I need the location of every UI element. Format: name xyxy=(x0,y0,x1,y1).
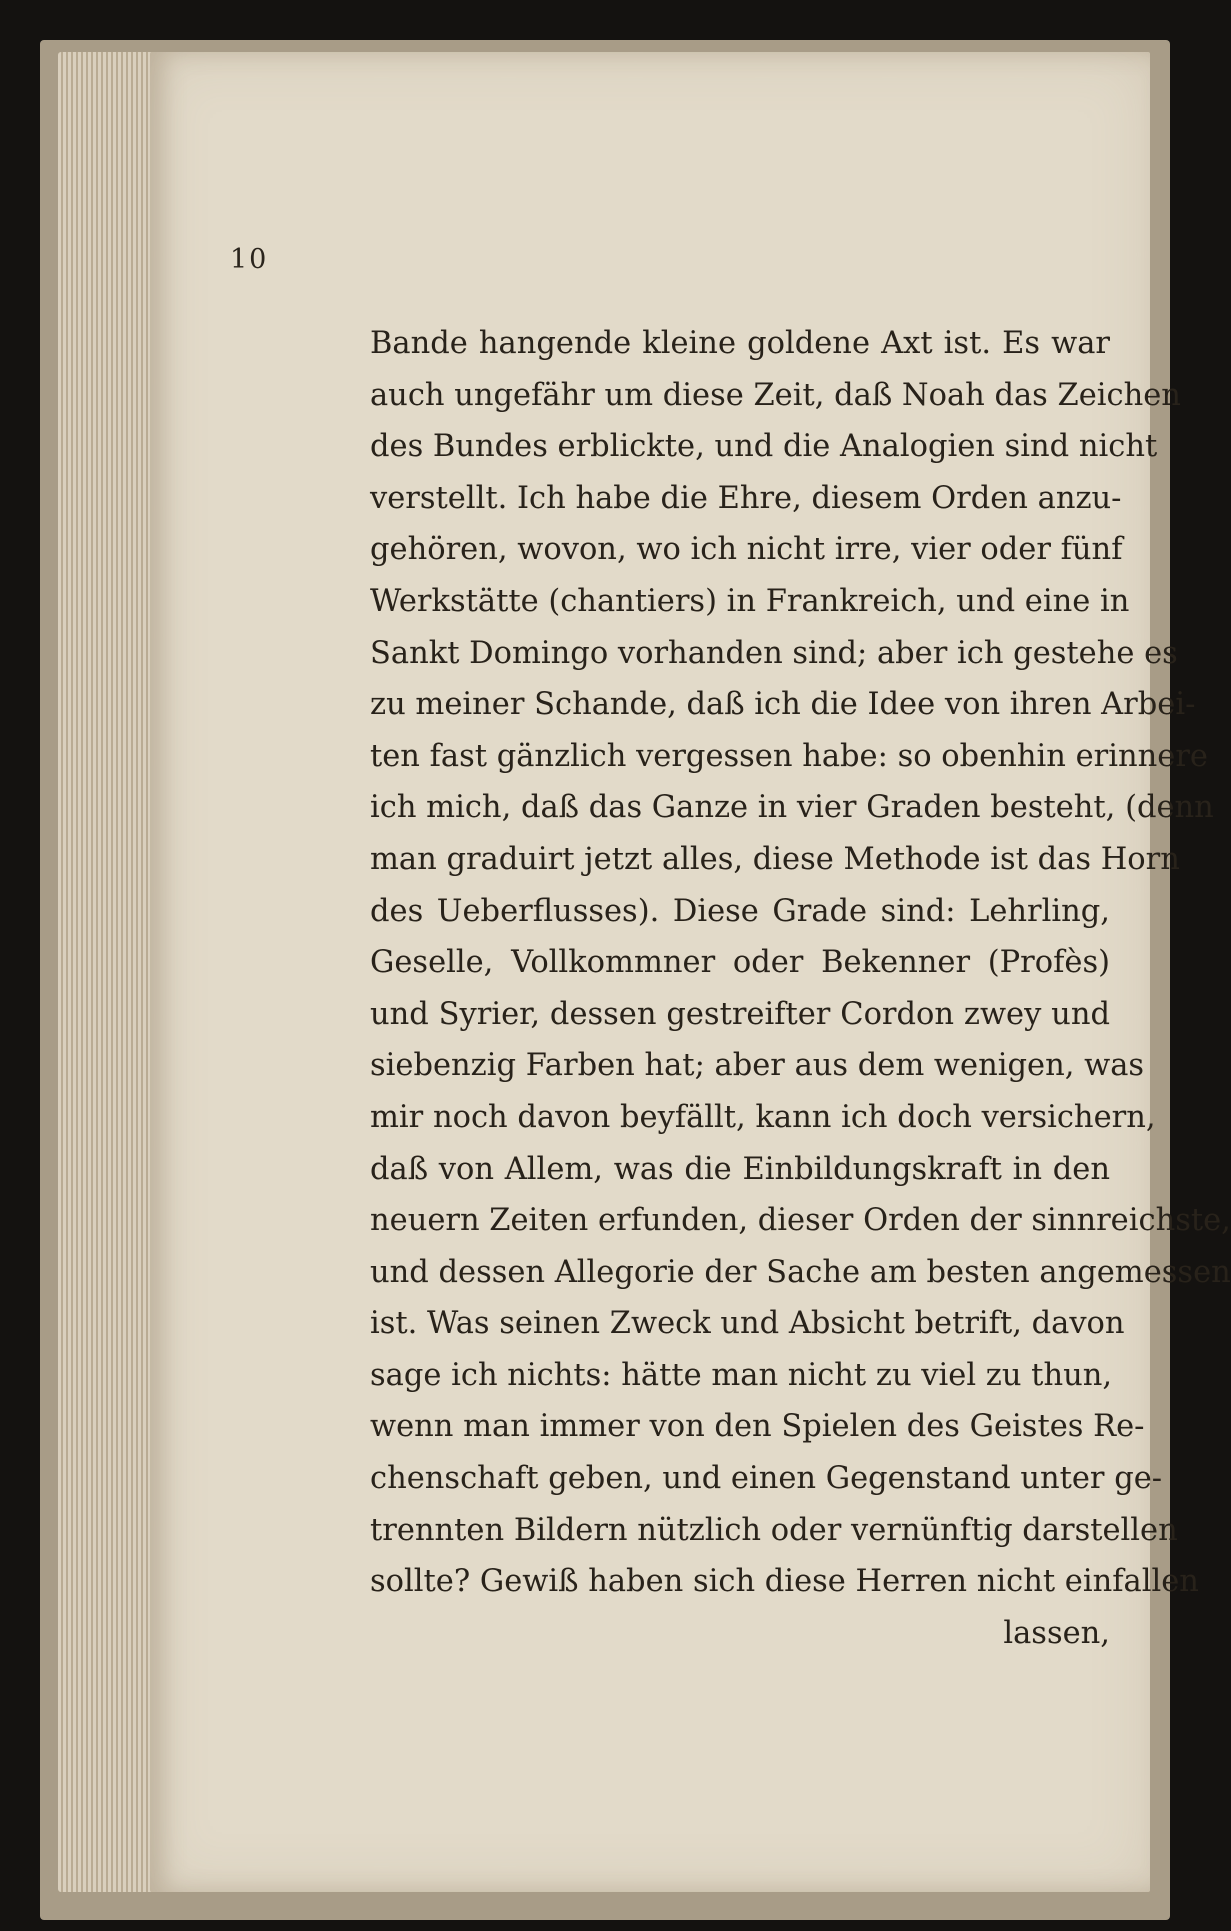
catchword: lassen, xyxy=(1003,1615,1110,1651)
text-line: trennten Bildern nützlich oder vernünftig darstellen xyxy=(370,1512,1178,1548)
text-line: Bande hangende kleine goldene Axt ist. Es war xyxy=(370,326,1110,361)
page-number: 10 xyxy=(230,244,269,275)
text-line: zu meiner Schande, daß ich die Idee von ihren Arbei- xyxy=(370,687,1196,723)
text-line: Werkstätte (chantiers) in Frankreich, und eine in xyxy=(370,583,1130,619)
text-line: man graduirt jetzt alles, diese Methode ist das Horn xyxy=(370,841,1180,877)
text-line: Geselle, Vollkommner oder Bekenner (Profès) xyxy=(370,945,1110,981)
text-line: neuern Zeiten erfunden, dieser Orden der sinnreichste, xyxy=(370,1203,1231,1239)
body-text xyxy=(370,318,1231,1659)
text-line: des Bundes erblickte, und die Analogien sind nicht xyxy=(370,429,1158,465)
text-line: und Syrier, dessen gestreifter Cordon zwey und xyxy=(370,996,1110,1032)
text-line: chenschaft geben, und einen Gegenstand unter ge- xyxy=(370,1461,1163,1497)
text-line: siebenzig Farben hat; aber aus dem wenigen, was xyxy=(370,1048,1145,1084)
text-line: mir noch davon beyfällt, kann ich doch versichern, xyxy=(370,1099,1156,1135)
text-line: sollte? Gewiß haben sich diese Herren nicht einfallen xyxy=(370,1564,1199,1600)
text-line: ich mich, daß das Ganze in vier Graden besteht, (denn xyxy=(370,790,1214,826)
text-line: verstellt. Ich habe die Ehre, diesem Orden anzu- xyxy=(370,480,1122,516)
text-line: Sankt Domingo vorhanden sind; aber ich gestehe es xyxy=(370,635,1178,671)
text-line: wenn man immer von den Spielen des Geistes Re- xyxy=(370,1409,1145,1445)
text-line: sage ich nichts: hätte man nicht zu viel zu thun, xyxy=(370,1357,1113,1393)
text-line: des Ueberflusses). Diese Grade sind: Lehrling, xyxy=(370,893,1110,929)
text-line: gehören, wovon, wo ich nicht irre, vier oder fünf xyxy=(370,532,1123,568)
text-line: auch ungefähr um diese Zeit, daß Noah das Zeichen xyxy=(370,377,1181,413)
text-line: daß von Allem, was die Einbildungskraft in den xyxy=(370,1151,1110,1187)
text-line: ten fast gänzlich vergessen habe: so obenhin erinnere xyxy=(370,738,1208,774)
text-line: und dessen Allegorie der Sache am besten angemessen xyxy=(370,1254,1231,1290)
text-line: ist. Was seinen Zweck und Absicht betrift, davon xyxy=(370,1306,1125,1342)
